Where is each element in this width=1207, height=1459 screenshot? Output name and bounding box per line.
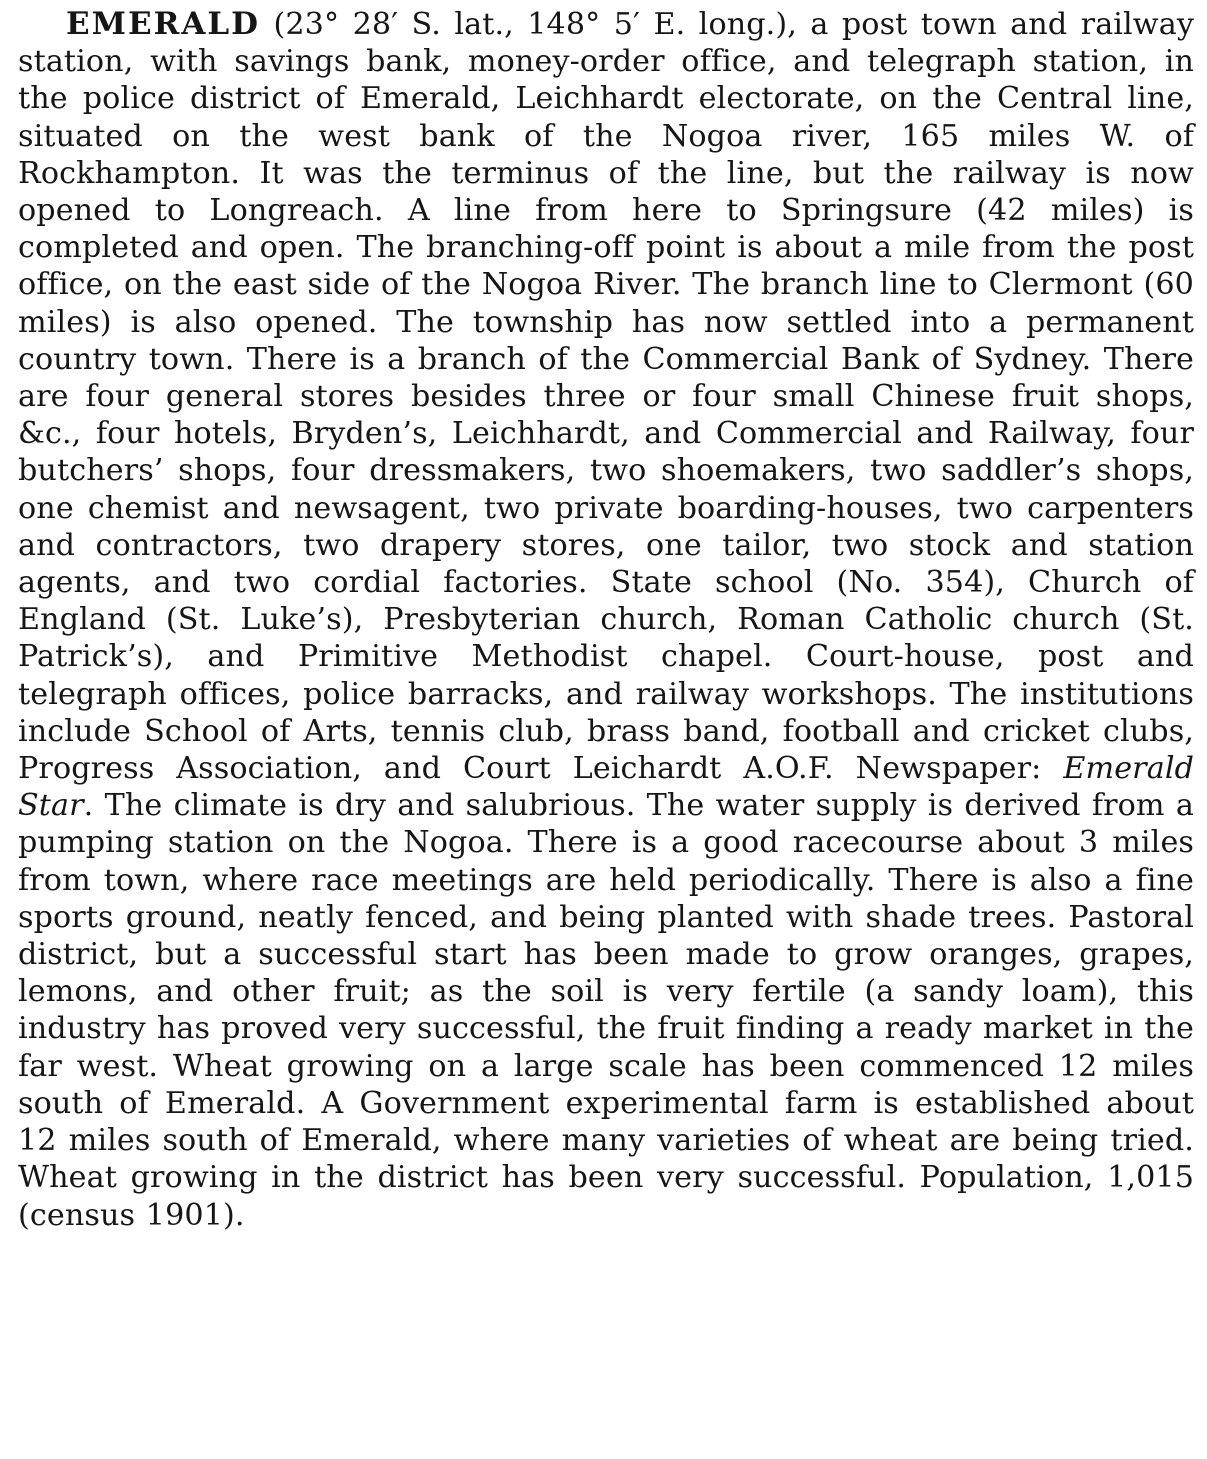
gazetteer-entry — [18, 6, 1194, 1234]
entry-paragraph — [18, 6, 1194, 1234]
entry-body-part-1: (23° 28′ S. lat., 148° 5′ E. long.), a post town and railway station, with savings bank, money-order office, and telegraph station, in the police district of Emerald, Leichhardt electorate, on the Central line, situated on the west bank of the Nogoa river, 165 miles W. of Rockhampton. It was the terminus of the line, but the railway is now opened to Longreach. A line from here to Springsure (42 miles) is completed and open. The branching-off point is about a mile from the post office, on the east side of the Nogoa River. The branch line to Clermont (60 miles) is also opened. The township has now settled into a permanent country town. There is a branch of the Commercial Bank of Sydney. There are four general stores besides three or four small Chinese fruit shops, &c., four hotels, Bryden’s, Leichhardt, and Commercial and Railway, four butchers’ shops, four dressmakers, two shoemakers, two saddler’s shops, one chemist and newsagent, two private boarding-houses, two carpenters and contractors, two drapery stores, one tailor, two stock and station agents, and two cordial factories. State school (No. 354), Church of England (St. Luke’s), Presbyterian church, Roman Catholic church (St. Patrick’s), and Primitive Methodist chapel. Court-house, post and telegraph offices, police barracks, and railway workshops. The institutions include School of Arts, tennis club, brass band, football and cricket clubs, Progress Association, and Court Leichardt A.O.F. Newspaper: — [18, 7, 1194, 787]
entry-headword: EMERALD — [66, 6, 261, 42]
newspaper-title: Emerald Star — [18, 751, 1194, 824]
entry-body-part-2: . The climate is dry and salubrious. The water supply is derived from a pumping station on the Nogoa. There is a good racecourse about 3 miles from town, where race meetings are held periodically. There is also a fine sports ground, neatly fenced, and being planted with shade trees. Pastoral district, but a successful start has been made to grow oranges, grapes, lemons, and other fruit; as the soil is very fertile (a sandy loam), this industry has proved very successful, the fruit finding a ready market in the far west. Wheat growing on a large scale has been commenced 12 miles south of Emerald. A Government experimental farm is established about 12 miles south of Emerald, where many varieties of wheat are being tried. Wheat growing in the district has been very successful. Population, 1,015 (census 1901). — [18, 788, 1194, 1233]
